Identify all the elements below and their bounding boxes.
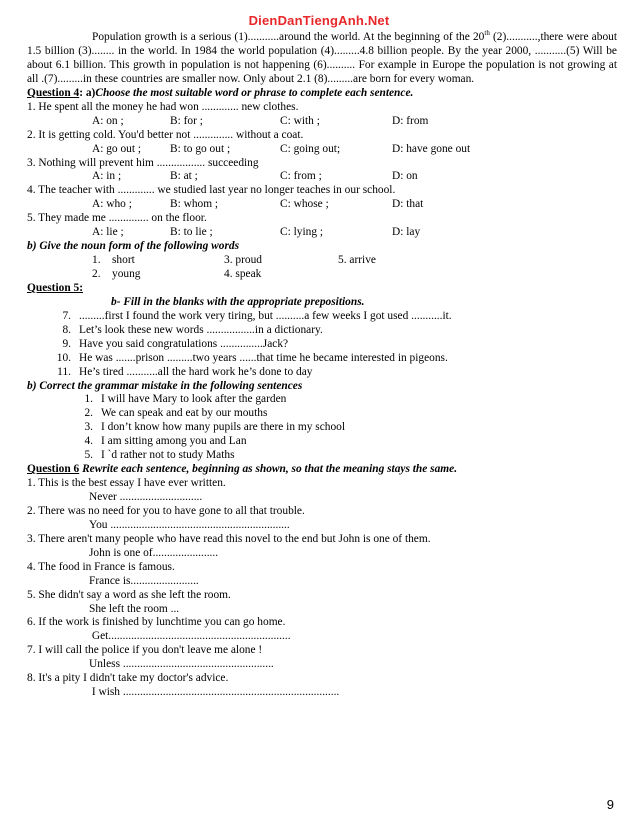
noun-word: 5. arrive: [338, 254, 376, 267]
item-number: 9.: [62, 337, 71, 350]
item-text: We can speak and eat by our mouths: [101, 407, 268, 420]
correction-item: [27, 435, 617, 449]
option-d: D: lay: [392, 226, 421, 239]
option-c: C: with ;: [280, 114, 320, 127]
q4-item-4-options: [27, 198, 617, 212]
q4-b-heading: b) Give the noun form of the following words: [27, 240, 240, 253]
option-d: D: from: [392, 114, 429, 127]
noun-row-1: [27, 254, 617, 268]
q5-title: Question 5:: [27, 281, 84, 294]
item-number: 2.: [84, 407, 93, 420]
item-number: 7.: [62, 309, 71, 322]
correction-item: [27, 407, 617, 421]
noun-word: 4. speak: [224, 268, 262, 280]
item-text: I will have Mary to look after the garden: [101, 393, 287, 406]
rewrite-answer: Never .............................: [89, 491, 203, 503]
rewrite-question: 8. It's a pity I didn't take my doctor's advice.: [27, 672, 229, 685]
q6-title: Question 6: [27, 463, 80, 476]
noun-word: young: [112, 268, 141, 280]
correction-item: [27, 393, 617, 407]
noun-word: 3. proud: [224, 254, 262, 267]
option-d: D: on: [392, 170, 418, 183]
passage: [27, 31, 617, 87]
option-d: D: that: [392, 198, 424, 211]
item-text: Let’s look these new words .................in a dictionary.: [79, 323, 323, 336]
correction-item: [27, 421, 617, 435]
option-c: C: lying ;: [280, 226, 324, 239]
rewrite-question: 4. The food in France is famous.: [27, 560, 175, 573]
rewrite-answer: Unless .....................................................: [89, 658, 274, 671]
item-text: I don’t know how many pupils are there in my school: [101, 421, 346, 434]
q4-item-5-options: [27, 226, 617, 240]
preposition-item: [27, 310, 617, 324]
q4-item-1-options: [27, 115, 617, 129]
noun-number: 1.: [92, 254, 101, 267]
q6-heading: [27, 463, 617, 477]
q5-c-heading: b) Correct the grammar mistake in the following sentences: [27, 379, 303, 392]
option-d: D: have gone out: [392, 142, 471, 155]
option-a: A: on ;: [92, 114, 124, 127]
q4-item-3-options: [27, 170, 617, 184]
rewrite-answer: You ...............................................................: [89, 518, 290, 531]
q4-item-1: 1. He spent all the money he had won ............. new clothes.: [27, 100, 299, 113]
item-number: 5.: [84, 449, 93, 462]
preposition-item: [27, 366, 617, 380]
option-b: B: to go out ;: [170, 142, 231, 155]
q4-item-3: 3. Nothing will prevent him ................. succeeding: [27, 156, 259, 169]
rewrite-answer: She left the room ...: [89, 602, 180, 615]
item-number: 8.: [62, 323, 71, 336]
q4-heading: [27, 87, 617, 101]
passage-part2: (2)...........,there were about 1.5 billion (3)........ in the world. In 1984 the world population (4).........4.8 billion people. By the year 2000, ...........(5) Will be about 6.1 billion. This growth in population is not happening (6).......... For example in Europe the population is not growing at all .(7).........in these countries are smaller now. Only about 2.1 (8).........are born for every woman.: [27, 31, 617, 85]
item-text: He was .......prison .........two years ......that time he became interested in pigeons.: [79, 351, 448, 364]
item-number: 4.: [84, 435, 93, 448]
item-text: Have you said congratulations ...............Jack?: [79, 337, 289, 350]
preposition-item: [27, 338, 617, 352]
option-c: C: from ;: [280, 170, 322, 183]
q4-title: Question 4: [27, 86, 80, 99]
item-text: I am sitting among you and Lan: [101, 435, 247, 448]
passage-sup: th: [484, 29, 490, 38]
noun-word: short: [112, 254, 135, 267]
q4-sub-a: : a): [79, 86, 96, 99]
q4-item-4: 4. The teacher with ............. we studied last year no longer teaches in our school.: [27, 184, 396, 197]
rewrite-question: 7. I will call the police if you don't leave me alone !: [27, 644, 263, 657]
option-a: A: lie ;: [92, 226, 124, 239]
rewrite-answer: France is........................: [89, 574, 199, 587]
rewrite-answer: Get................................................................: [89, 630, 291, 643]
q4-item-2-options: [27, 143, 617, 157]
item-number: 1.: [84, 393, 93, 406]
option-a: A: who ;: [92, 198, 132, 211]
rewrite-question: 2. There was no need for you to have gone to all that trouble.: [27, 504, 305, 517]
noun-row-2: [27, 268, 617, 282]
option-b: B: whom ;: [170, 198, 219, 211]
q4-item-5: 5. They made me .............. on the floor.: [27, 212, 207, 225]
rewrite-question: 5. She didn't say a word as she left the room.: [27, 588, 231, 601]
rewrite-answer: John is one of.......................: [89, 546, 219, 559]
noun-number: 2.: [92, 268, 101, 280]
option-a: A: in ;: [92, 170, 122, 183]
page-content: [27, 31, 617, 700]
passage-part1: Population growth is a serious (1)...........around the world. At the beginning of the 20: [92, 31, 485, 43]
option-c: C: going out;: [280, 142, 341, 155]
item-number: 10.: [56, 351, 71, 364]
page-number: 9: [606, 797, 614, 812]
option-b: B: for ;: [170, 114, 203, 127]
item-text: .........first I found the work very tiring, but ..........a few weeks I got used ...........it.: [79, 309, 452, 322]
rewrite-question: 6. If the work is finished by lunchtime you can go home.: [27, 616, 286, 629]
q6-instruction: Rewrite each sentence, beginning as shown, so that the meaning stays the same.: [79, 463, 458, 476]
option-c: C: whose ;: [280, 198, 329, 211]
item-number: 11.: [57, 365, 71, 378]
option-b: B: at ;: [170, 170, 198, 183]
preposition-item: [27, 352, 617, 366]
q4-instruction: Choose the most suitable word or phrase to complete each sentence.: [95, 86, 414, 99]
item-text: He’s tired ...........all the hard work he’s done to day: [79, 365, 313, 378]
correction-item: [27, 449, 617, 463]
rewrite-question: 3. There aren't many people who have read this novel to the end but John is one of them.: [27, 532, 431, 545]
q5-b-heading: b- Fill in the blanks with the appropriate prepositions.: [111, 295, 365, 308]
q4-item-2: 2. It is getting cold. You'd better not .............. without a coat.: [27, 128, 304, 141]
option-b: B: to lie ;: [170, 226, 213, 239]
site-watermark: DienDanTiengAnh.Net: [248, 13, 390, 28]
option-a: A: go out ;: [92, 142, 142, 155]
preposition-item: [27, 324, 617, 338]
rewrite-answer: I wish ............................................................................: [89, 686, 340, 699]
rewrite-question: 1. This is the best essay I have ever written.: [27, 477, 226, 490]
item-text: I `d rather not to study Maths: [101, 449, 235, 462]
item-number: 3.: [84, 421, 93, 434]
